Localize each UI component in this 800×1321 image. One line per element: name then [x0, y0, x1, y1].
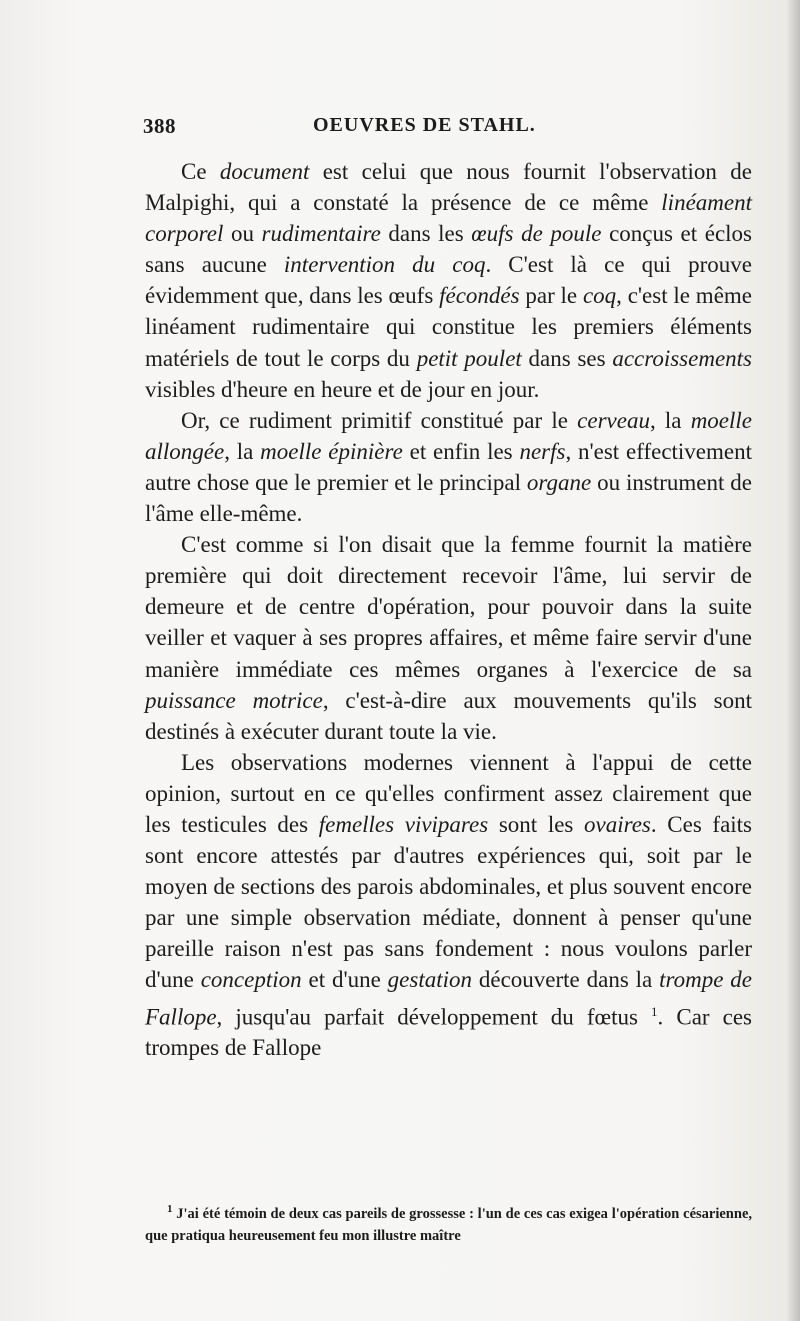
text-run: sont les — [488, 811, 585, 837]
italic-run: œufs de poule — [471, 221, 602, 247]
italic-run: trompe de Fallope — [145, 967, 752, 1030]
italic-run: femelles vivipares — [318, 811, 489, 837]
text-run: ou — [223, 221, 262, 247]
text-run: Les observations modernes viennent à l'appui de cette opinion, surtout en ce qu'elles confirment assez clairement que les testicules des — [145, 749, 752, 837]
running-title: OEUVRES DE STAHL. — [313, 114, 536, 136]
footnote-marker: 1 — [167, 1203, 173, 1215]
text-run: est celui que nous fournit l'observation de Malpighi, qui a constaté la présence de ce même — [145, 159, 752, 216]
italic-run: accroissements — [612, 345, 753, 371]
body-text — [145, 156, 752, 1063]
running-head — [143, 114, 753, 144]
italic-run: linéament corporel — [145, 190, 752, 247]
footnote-ref: 1 — [651, 1003, 658, 1019]
paragraph — [145, 405, 752, 529]
text-run: conçus et éclos sans aucune — [145, 221, 752, 278]
italic-run: fécondés — [439, 283, 520, 309]
italic-run: intervention du coq — [283, 252, 486, 278]
italic-run: document — [219, 159, 310, 184]
italic-run: ovaires — [584, 811, 651, 837]
text-run: ou instrument de l'âme elle-même. — [145, 469, 752, 527]
italic-run: moelle allongée — [145, 407, 752, 464]
text-run: , c'est-à-dire aux mouvements qu'ils sont destinés à exécuter durant toute la vie. — [145, 687, 752, 744]
paragraph — [145, 529, 752, 747]
text-run: . Ces faits sont encore attestés par d'autres expériences qui, soit par le moyen de sections des parois abdominales, et plus souvent encore par une simple observation médiate, donnent à penser qu'une pareille raison n'est pas sans fondement : nous voulons parler d'une — [145, 811, 753, 993]
italic-run: rudimentaire — [261, 221, 381, 247]
text-run: Ce — [181, 159, 220, 184]
text-run: C'est comme si l'on disait que la femme fournit la matière première qui doit directement recevoir l'âme, lui servir de demeure et de centre d'opération, pour pouvoir dans la suite veiller et vaquer à ses propres affaires, et même faire servir d'une manière immédiate ces mêmes organes à l'exercice de sa — [145, 532, 752, 682]
page-number: 388 — [143, 114, 176, 138]
footnotes — [145, 1198, 752, 1247]
italic-run: gestation — [387, 967, 473, 993]
italic-run: puissance motrice — [145, 687, 323, 713]
text-run: et d'une — [301, 967, 388, 993]
text-run: découverte dans la — [472, 967, 660, 993]
text-run: . Car ces trompes de Fallope — [145, 1004, 752, 1061]
paragraph — [145, 156, 752, 405]
text-run: , c'est le même linéament rudimentaire qui constitue les premiers éléments matériels de tout le corps du — [145, 283, 753, 371]
text-run: , n'est effectivement autre chose que le premier et le principal — [145, 438, 753, 495]
italic-run: nerfs — [519, 438, 566, 464]
text-run: et enfin les — [402, 438, 520, 464]
text-run: , jusqu'au parfait développement du fœtus — [216, 1004, 652, 1030]
text-run: , la — [224, 438, 261, 464]
text-run: dans les — [380, 221, 472, 247]
text-run: dans ses — [521, 345, 613, 371]
page-edge-shadow — [786, 0, 800, 1321]
text-run: . C'est là ce qui prouve évidemment que, dans les œufs — [145, 252, 752, 309]
italic-run: cerveau — [577, 407, 650, 433]
italic-run: conception — [200, 967, 302, 993]
italic-run: organe — [526, 469, 592, 495]
text-run: visibles d'heure en heure et de jour en jour. — [145, 376, 540, 402]
paragraph — [145, 747, 752, 1064]
text-run: , la — [649, 407, 691, 433]
footnote-text: J'ai été témoin de deux cas pareils de grossesse : l'un de ces cas exigea l'opération césarienne, que pratiqua heureusement feu mon illustre maître — [145, 1205, 753, 1244]
italic-run: coq — [582, 283, 617, 309]
footnote — [145, 1198, 752, 1247]
italic-run: moelle épinière — [260, 438, 403, 464]
italic-run: petit poulet — [416, 345, 522, 371]
text-run: par le — [519, 283, 583, 309]
text-run: Or, ce rudiment primitif constitué par le — [181, 407, 578, 433]
